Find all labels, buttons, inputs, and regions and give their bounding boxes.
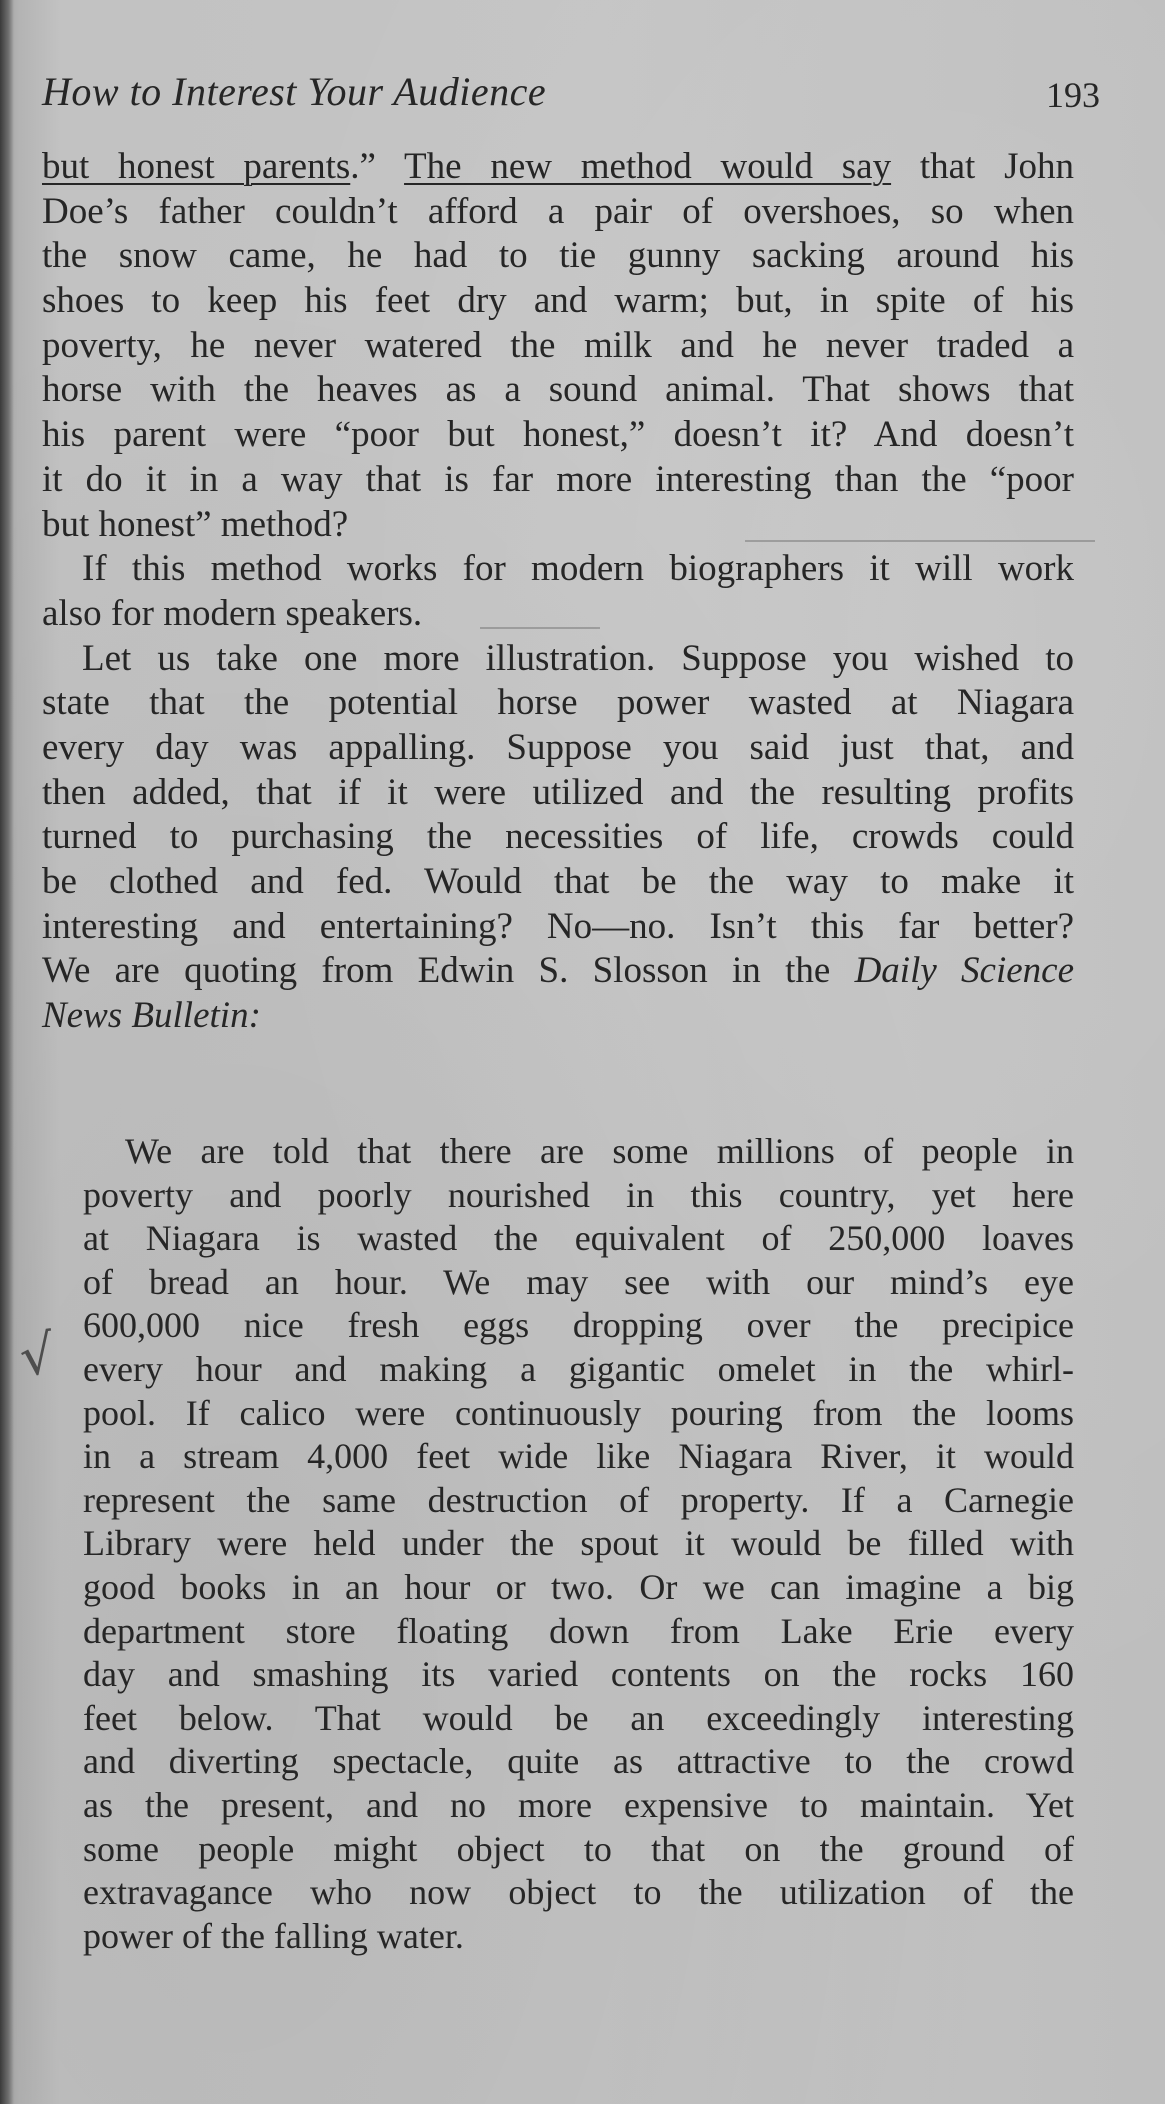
text-line: the snow came, he had to tie gunny sacking around his [42,235,1074,277]
text-line: be clothed and fed. Would that be the way to make it [42,861,1074,902]
italic-title: Daily Science [854,950,1075,992]
text-line: it do it in a way that is far more interesting than the “poor [42,458,1074,500]
quote-line: represent the same destruction of property. If a Carnegie [83,1479,1074,1520]
quote-line: feet below. That would be an exceedingly interesting [83,1697,1074,1738]
text-line: Let us take one more illustration. Suppose you wished to [82,637,1074,679]
text-fragment: We are quoting from Edwin S. Slosson in the [42,950,831,992]
quote-line: day and smashing its varied contents on the rocks 160 [83,1654,1074,1695]
text-line: but honest” method? [42,503,349,545]
pencil-stroke [480,627,600,629]
paragraph-2 [42,547,1074,636]
text-line: every day was appalling. Suppose you said just that, and [42,726,1074,768]
page-number: 193 [1046,75,1100,115]
text-line: Doe’s father couldn’t afford a pair of overshoes, so when [42,190,1074,232]
quote-line: power of the falling water. [83,1915,464,1956]
text-line: but honest parents.” The new method would say that John [42,146,1074,187]
page-header [42,68,1100,118]
pencil-check-mark-icon: √ [15,1321,59,1390]
text-line: his parent were “poor but honest,” doesn’t it? And doesn’t [42,414,1074,456]
text-line [42,994,1074,1039]
text-line: shoes to keep his feet dry and warm; but, in spite of his [42,280,1074,322]
text-line: interesting and entertaining? No—no. Isn’t this far better? [42,905,1074,947]
quote-line: poverty and poorly nourished in this country, yet here [83,1174,1074,1215]
block-quote [83,1130,1074,1958]
underlined-phrase: but honest parents [42,146,351,187]
quote-line: of bread an hour. We may see with our mind’s eye [83,1261,1074,1302]
quote-line: as the present, and no more expensive to maintain. Yet [83,1784,1074,1825]
quote-line: extravagance who now object to the utilization of the [83,1872,1074,1913]
quote-line: some people might object to that on the ground of [83,1828,1074,1869]
quote-line: in a stream 4,000 feet wide like Niagara River, it would [83,1436,1074,1477]
body-text [42,145,1074,1039]
italic-title: News Bulletin: [42,995,261,1037]
running-head: How to Interest Your Audience [42,69,547,114]
text-line: also for modern speakers. [42,592,423,634]
pencil-stroke [745,540,1095,542]
text-line: turned to purchasing the necessities of life, crowds could [42,816,1074,858]
quote-line: We are told that there are some millions of people in [125,1131,1074,1171]
quote-line: 600,000 nice fresh eggs dropping over the precipice [83,1305,1074,1346]
quote-line: every hour and making a gigantic omelet in the whirl- [83,1348,1074,1389]
text-line: poverty, he never watered the milk and he never traded a [42,324,1074,366]
text-line: then added, that if it were utilized and the resulting profits [42,771,1074,813]
quote-line: at Niagara is wasted the equivalent of 250,000 loaves [83,1218,1074,1259]
text-line: state that the potential horse power wasted at Niagara [42,682,1074,724]
text-line [42,949,1074,994]
quote-line: department store floating down from Lake Erie every [83,1610,1074,1651]
quote-line: good books in an hour or two. Or we can imagine a big [83,1566,1074,1607]
paragraph-3 [42,637,1074,1039]
text-line: If this method works for modern biographers it will work [82,548,1074,590]
paragraph-1 [42,145,1074,547]
quote-line: pool. If calico were continuously pouring from the looms [83,1392,1074,1433]
quote-line: Library were held under the spout it would be filled with [83,1523,1074,1564]
underlined-phrase: The new method would say [404,146,892,187]
book-spine-shadow [0,0,14,2104]
quote-line: and diverting spectacle, quite as attractive to the crowd [83,1741,1074,1782]
text-line: horse with the heaves as a sound animal. That shows that [42,369,1074,411]
